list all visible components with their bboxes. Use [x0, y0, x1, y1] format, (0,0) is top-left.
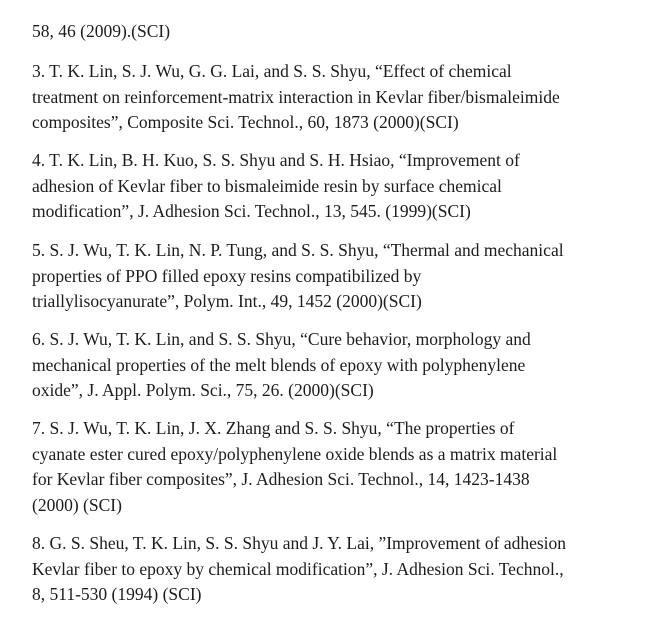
- reference-entry-continued: 58, 46 (2009).(SCI): [32, 21, 171, 41]
- reference-entry-7: 7. S. J. Wu, T. K. Lin, J. X. Zhang and S. S. Shyu, “The properties of cyanate ester cured epoxy/polyphenylene oxide blends as a matrix material for Kevlar fiber composites”, J. Adhesion Sci. Technol., 14, 1423-1438 (2000) (SCI): [32, 418, 558, 516]
- reference-entry-4: 4. T. K. Lin, B. H. Kuo, S. S. Shyu and S. H. Hsiao, “Improvement of adhesion of Kevlar fiber to bismaleimide resin by surface chemical modification”, J. Adhesion Sci. Technol., 13, 545. (1999)(SCI): [32, 150, 520, 222]
- reference-entry-3: 3. T. K. Lin, S. J. Wu, G. G. Lai, and S. S. Shyu, “Effect of chemical treatment on reinforcement-matrix interaction in Kevlar fiber/bismaleimide composites”, Composite Sci. Technol., 60, 1873 (2000)(SCI): [32, 61, 560, 133]
- reference-entry-8: 8. G. S. Sheu, T. K. Lin, S. S. Shyu and J. Y. Lai, ”Improvement of adhesion Kevlar fiber to epoxy by chemical modification”, J. Adhesion Sci. Technol., 8, 511-530 (1994) (SCI): [32, 533, 567, 605]
- reference-entry-6: 6. S. J. Wu, T. K. Lin, and S. S. Shyu, “Cure behavior, morphology and mechanical properties of the melt blends of epoxy with polyphenylene oxide”, J. Appl. Polym. Sci., 75, 26. (2000)(SCI): [32, 329, 531, 401]
- reference-entry-5: 5. S. J. Wu, T. K. Lin, N. P. Tung, and S. S. Shyu, “Thermal and mechanical properties of PPO filled epoxy resins compatibilized by triallylisocyanurate”, Polym. Int., 49, 1452 (2000)(SCI): [32, 240, 564, 312]
